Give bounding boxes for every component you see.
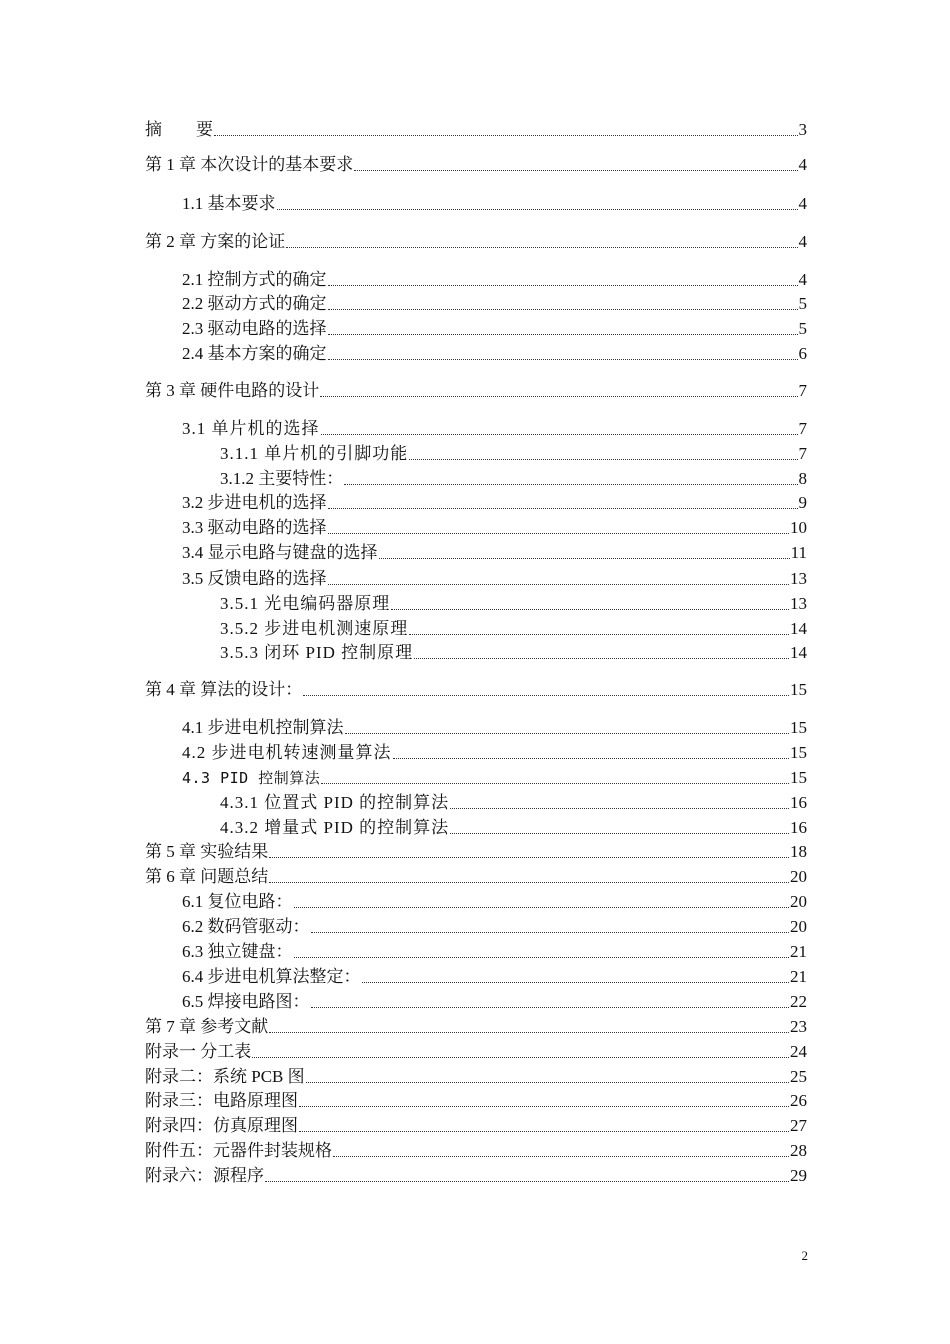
toc-entry-page: 29 [790,1166,807,1185]
toc-entry[interactable] [220,639,807,663]
toc-entry-page: 4 [798,232,807,251]
toc-entry-title: 3.1.2 主要特性： [220,469,344,488]
toc-entry[interactable] [145,1038,807,1062]
toc-entry-title: 3.1 单片机的选择 [182,419,320,438]
toc-entry-title: 4.2 步进电机转速测量算法 [182,743,392,762]
toc-entry[interactable] [182,963,807,987]
toc-entry-title: 3.5 反馈电路的选择 [182,569,327,588]
toc-entry-page: 21 [790,942,807,961]
toc-entry-title: 6.1 复位电路： [182,892,293,911]
toc-entry-title: 第 2 章 方案的论证 [145,232,286,251]
page-number: 2 [801,1248,808,1263]
toc-entry[interactable] [145,1087,807,1111]
toc-entry-title: 4.3.2 增量式 PID 的控制算法 [220,818,450,837]
toc-entry[interactable] [182,913,807,937]
toc-dot-leader [311,932,790,933]
toc-entry-title: 第 3 章 硬件电路的设计 [145,381,320,400]
toc-entry-page: 10 [790,518,807,537]
toc-dot-leader [328,584,790,585]
toc-entry-title: 4.1 步进电机控制算法 [182,718,344,737]
toc-dot-leader [450,808,789,809]
toc-dot-leader [269,1032,789,1033]
toc-entry-page: 27 [790,1116,807,1135]
toc-entry[interactable] [182,190,807,214]
toc-entry[interactable] [145,1112,807,1136]
toc-entry-page: 20 [790,892,807,911]
toc-entry-page: 20 [790,867,807,886]
toc-entry-page: 15 [790,768,807,787]
toc-entry-page: 7 [798,444,807,463]
toc-entry-page: 14 [790,643,807,662]
toc-dot-leader [299,1106,789,1107]
toc-entry-title: 3.5.1 光电编码器原理 [220,594,391,613]
toc-dot-leader [391,609,789,610]
toc-dot-leader [328,309,798,310]
toc-entry-page: 4 [798,194,807,213]
toc-entry[interactable] [145,676,807,700]
toc-entry-title: 4.3.1 位置式 PID 的控制算法 [220,793,450,812]
toc-entry-title: 2.1 控制方式的确定 [182,270,327,289]
toc-entry[interactable] [220,590,807,614]
toc-dot-leader [277,209,798,210]
toc-entry-title: 3.4 显示电路与键盘的选择 [182,543,378,562]
toc-entry-page: 5 [798,319,807,338]
toc-entry[interactable] [182,489,807,513]
toc-entry-title: 3.5.2 步进电机测速原理 [220,619,409,638]
toc-dot-leader [265,1181,789,1182]
toc-entry[interactable] [145,1137,807,1161]
toc-dot-leader [409,634,789,635]
toc-dot-leader [320,396,797,397]
toc-entry-page: 13 [790,569,807,588]
toc-entry-title: 3.2 步进电机的选择 [182,493,327,512]
toc-dot-leader [414,658,789,659]
toc-entry-page: 11 [790,543,807,562]
toc-entry[interactable] [182,888,807,912]
toc-entry[interactable] [145,151,807,175]
toc-entry[interactable] [182,565,807,589]
toc-entry-title: 第 7 章 参考文献 [145,1017,269,1036]
toc-entry[interactable] [145,838,807,862]
toc-entry[interactable] [220,465,807,489]
toc-entry-title: 3.1.1 单片机的引脚功能 [220,444,409,463]
toc-entry[interactable] [182,714,807,738]
toc-entry-title: 附录三：电路原理图 [145,1091,298,1110]
toc-entry-title: 2.3 驱动电路的选择 [182,319,327,338]
toc-entry-page: 4 [798,270,807,289]
toc-dot-leader [286,247,797,248]
toc-entry-title: 6.2 数码管驱动： [182,917,310,936]
toc-entry-page: 7 [798,419,807,438]
toc-dot-leader [252,1057,789,1058]
toc-entry-page: 14 [790,619,807,638]
toc-entry-page: 15 [790,680,807,699]
toc-dot-leader [345,733,790,734]
toc-dot-leader [393,758,790,759]
toc-dot-leader [328,508,798,509]
toc-entry[interactable] [145,1162,807,1186]
toc-entry-page: 15 [790,718,807,737]
toc-dot-leader [409,459,797,460]
toc-entry[interactable] [182,764,807,788]
toc-entry-page: 20 [790,917,807,936]
toc-entry[interactable] [220,615,807,639]
toc-entry[interactable] [182,539,807,563]
toc-dot-leader [450,833,789,834]
toc-entry[interactable] [182,340,807,364]
toc-entry[interactable] [145,377,807,401]
toc-entry[interactable] [145,863,807,887]
toc-entry-title: 1.1 基本要求 [182,194,276,213]
toc-entry[interactable] [145,1063,807,1087]
toc-dot-leader [328,359,798,360]
toc-entry-page: 22 [790,992,807,1011]
toc-entry-page: 16 [790,793,807,812]
toc-entry-title: 附件五：元器件封装规格 [145,1141,332,1160]
toc-dot-leader [294,907,790,908]
toc-entry-title: 第 4 章 算法的设计： [145,680,303,699]
toc-dot-leader [321,434,798,435]
toc-entry-title: 3.5.3 闭环 PID 控制原理 [220,643,414,662]
toc-entry-title: 2.4 基本方案的确定 [182,344,327,363]
toc-entry-title: 第 5 章 实验结果 [145,842,269,861]
toc-entry-title: 附录一 分工表 [145,1042,252,1061]
toc-entry-page: 18 [790,842,807,861]
toc-entry-page: 23 [790,1017,807,1036]
toc-entry-title: 4.3 PID 控制算法 [182,769,321,787]
toc-dot-leader [303,695,789,696]
toc-entry[interactable] [182,739,807,763]
toc-entry-page: 6 [798,344,807,363]
toc-entry-title: 6.3 独立键盘： [182,942,293,961]
toc-dot-leader [214,135,798,136]
toc-entry-page: 15 [790,743,807,762]
toc-entry-title: 第 1 章 本次设计的基本要求 [145,155,354,174]
toc-entry[interactable] [182,266,807,290]
toc-entry-page: 5 [798,294,807,313]
toc-dot-leader [311,1007,790,1008]
toc-entry-page: 25 [790,1067,807,1086]
toc-entry-title: 摘 要 [145,120,213,139]
toc-entry-title: 附录六：源程序 [145,1166,264,1185]
toc-entry-title: 第 6 章 问题总结 [145,867,269,886]
toc-entry-title: 6.4 步进电机算法整定： [182,967,361,986]
toc-entry-title: 6.5 焊接电路图： [182,992,310,1011]
toc-entry-page: 7 [798,381,807,400]
toc-entry[interactable] [145,228,807,252]
toc-entry[interactable] [182,988,807,1012]
toc-entry[interactable] [182,315,807,339]
toc-dot-leader [299,1131,789,1132]
toc-dot-leader [269,882,789,883]
toc-entry-page: 3 [798,120,807,139]
toc-entry[interactable] [182,514,807,538]
toc-dot-leader [362,982,790,983]
toc-dot-leader [328,533,790,534]
toc-dot-leader [354,170,797,171]
toc-entry[interactable] [182,290,807,314]
toc-entry-page: 28 [790,1141,807,1160]
toc-entry[interactable] [220,789,807,813]
toc-entry[interactable] [145,1013,807,1037]
toc-entry[interactable] [182,938,807,962]
toc-entry-title: 2.2 驱动方式的确定 [182,294,327,313]
toc-dot-leader [333,1156,789,1157]
toc-entry-page: 13 [790,594,807,613]
toc-entry-page: 9 [798,493,807,512]
toc-entry-page: 4 [798,155,807,174]
toc-entry[interactable] [145,116,807,140]
toc-dot-leader [306,1082,789,1083]
toc-dot-leader [328,285,798,286]
toc-entry-page: 26 [790,1091,807,1110]
toc-dot-leader [294,957,790,958]
toc-entry[interactable] [220,440,807,464]
toc-dot-leader [321,783,789,784]
toc-dot-leader [379,558,790,559]
toc-entry-page: 24 [790,1042,807,1061]
toc-dot-leader [344,484,797,485]
toc-dot-leader [269,857,789,858]
toc-entry-page: 8 [798,469,807,488]
toc-entry-title: 附录四：仿真原理图 [145,1116,298,1135]
toc-entry-title: 3.3 驱动电路的选择 [182,518,327,537]
toc-entry[interactable] [220,814,807,838]
toc-dot-leader [328,334,798,335]
toc-entry-page: 16 [790,818,807,837]
toc-entry-page: 21 [790,967,807,986]
toc-entry-title: 附录二：系统 PCB 图 [145,1067,305,1086]
toc-entry[interactable] [182,415,807,439]
